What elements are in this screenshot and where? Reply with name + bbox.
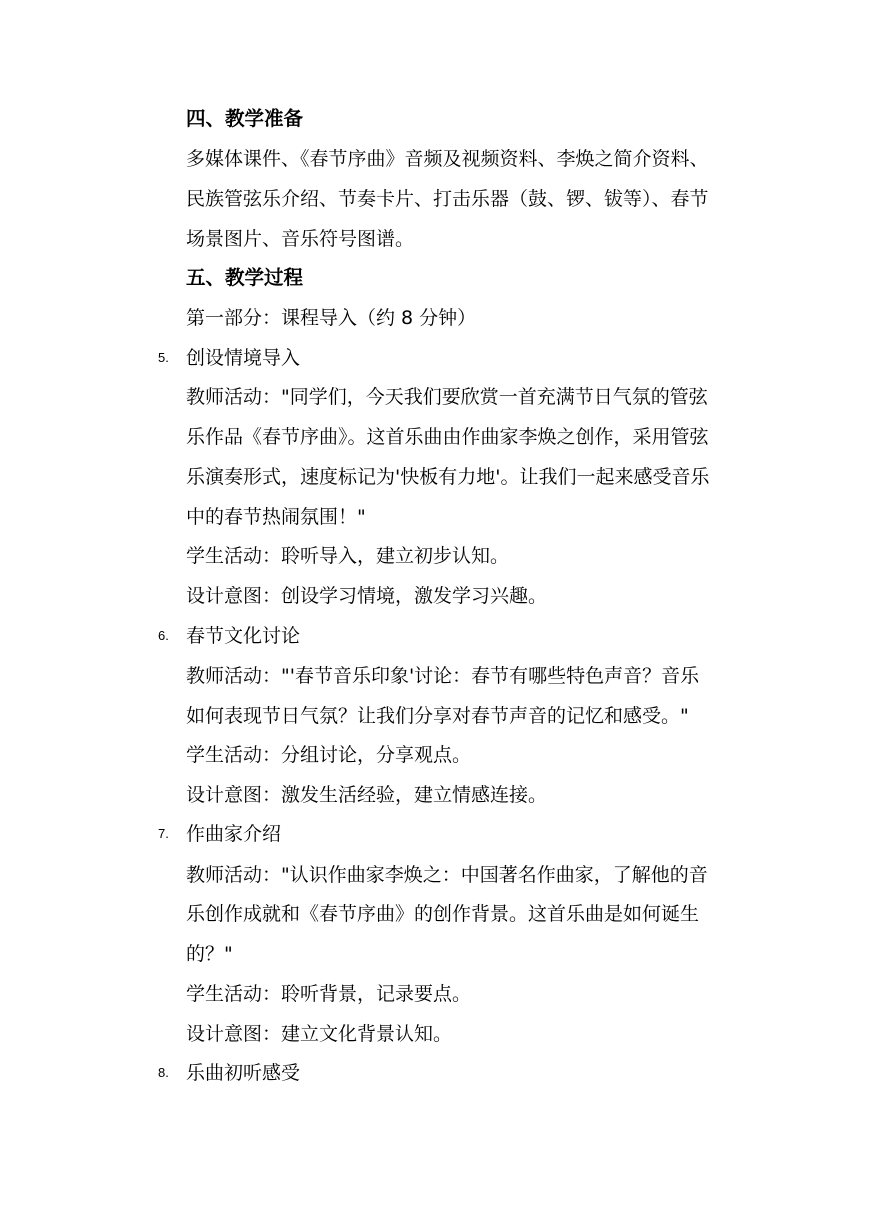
section-5-heading: 五、教学过程 [186,266,304,289]
list-item-title: 作曲家介绍 [186,823,282,845]
teacher-activity-line: 教师活动："'春节音乐印象'讨论：春节有哪些特色声音？音乐 [186,665,700,687]
student-activity: 学生活动：分组讨论，分享观点。 [186,744,472,766]
section-4-text-line-3: 场景图片、音乐符号图谱。 [186,228,415,250]
teacher-activity-line: 乐创作成就和《春节序曲》的创作背景。这首乐曲是如何诞生 [186,903,700,925]
section-4-text-line-2: 民族管弦乐介绍、节奏卡片、打击乐器（鼓、锣、钹等）、春节 [186,188,709,210]
list-item-number: 5. [158,350,169,365]
teacher-activity-line: 教师活动："认识作曲家李焕之：中国著名作曲家，了解他的音 [186,864,708,886]
list-item-number: 6. [158,628,169,643]
teacher-activity-line: 乐作品《春节序曲》。这首乐曲由作曲家李焕之创作，采用管弦 [186,426,709,448]
section-4-text-line-1: 多媒体课件、《春节序曲》音频及视频资料、李焕之简介资料、 [186,148,709,170]
part-1-heading: 第一部分：课程导入（约 8 分钟） [186,307,477,329]
teacher-activity-line: 如何表现节日气氛？让我们分享对春节声音的记忆和感受。" [186,705,689,727]
teacher-activity-line: 乐演奏形式，速度标记为'快板有力地'。让我们一起来感受音乐 [186,466,710,488]
design-intent: 设计意图：创设学习情境，激发学习兴趣。 [186,585,548,607]
list-item-number: 7. [158,826,169,841]
section-4-heading: 四、教学准备 [186,107,304,130]
design-intent: 设计意图：建立文化背景认知。 [186,1023,453,1045]
student-activity: 学生活动：聆听背景，记录要点。 [186,983,472,1005]
list-item-title: 春节文化讨论 [186,625,301,647]
design-intent: 设计意图：激发生活经验，建立情感连接。 [186,784,548,806]
student-activity: 学生活动：聆听导入，建立初步认知。 [186,545,510,567]
list-item-title: 创设情境导入 [186,347,301,369]
list-item-number: 8. [158,1065,169,1080]
list-item-title: 乐曲初听感受 [186,1062,301,1084]
teacher-activity-line: 中的春节热闹氛围！" [186,506,366,528]
teacher-activity-line: 的？" [186,943,233,965]
teacher-activity-line: 教师活动："同学们，今天我们要欣赏一首充满节日气氛的管弦 [186,386,708,408]
